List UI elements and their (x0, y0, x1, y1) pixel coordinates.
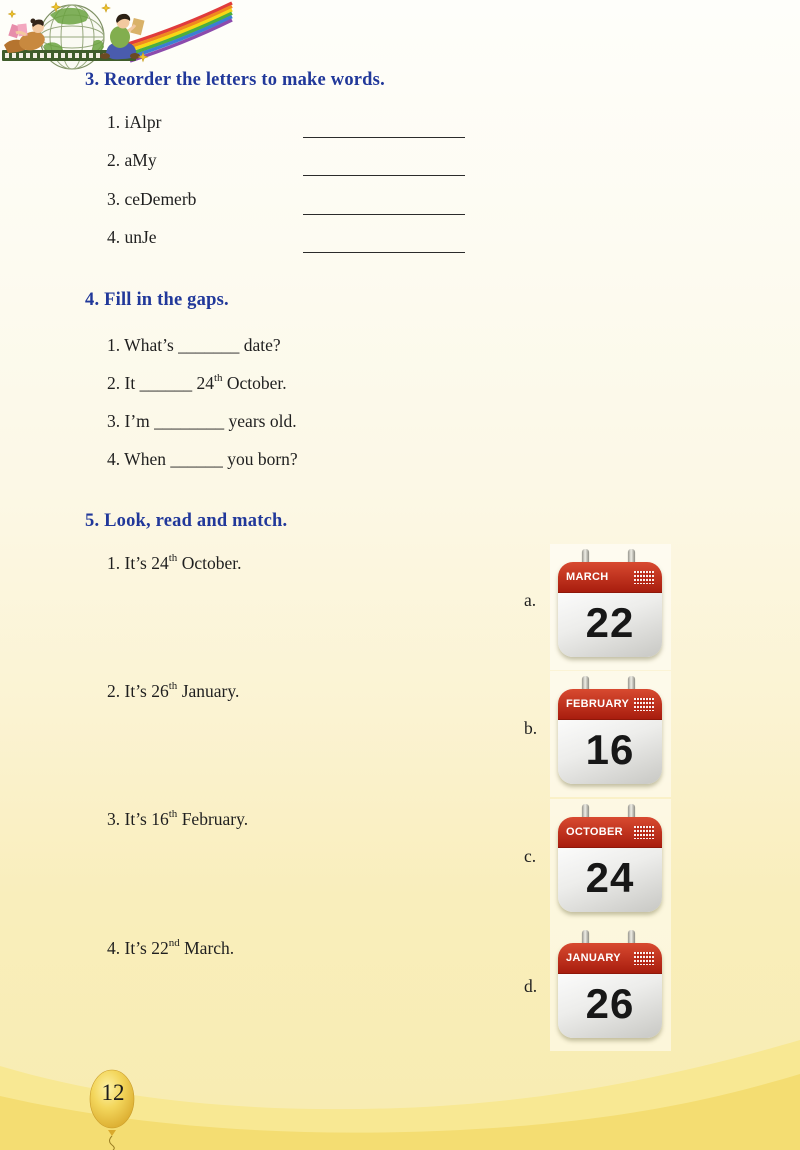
exercise-4-item (107, 373, 287, 394)
ordinal-suffix: th (213, 372, 223, 385)
answer-line[interactable] (303, 119, 465, 138)
exercise-5 (85, 511, 525, 1011)
calendar-body (558, 689, 662, 784)
exercise-3 (85, 70, 525, 285)
gap-blank: ________ (154, 411, 225, 431)
match-option-letter-a: a. (524, 590, 537, 610)
exercise-5-item (107, 809, 248, 830)
sentence-part: 24 (192, 373, 214, 393)
calendar-grid-icon (634, 698, 654, 711)
sentence-part: January. (177, 681, 240, 701)
sentence-part: February. (177, 809, 249, 829)
answer-line[interactable] (303, 196, 465, 215)
header-illustration (2, 1, 236, 77)
calendar-body (558, 562, 662, 657)
calendar-day: 16 (585, 726, 635, 773)
exercise-3-item (107, 189, 507, 215)
sentence-part: date? (239, 335, 281, 355)
exercise-4-title: 4. Fill in the gaps. (85, 290, 229, 310)
scrambled-word: 2. aMy (107, 150, 157, 170)
gap-blank: ______ (139, 373, 193, 393)
exercise-5-item (107, 681, 239, 702)
sentence-part: you born? (222, 449, 298, 469)
calendar-month: MARCH (566, 571, 609, 583)
exercise-5-title: 5. Look, read and match. (85, 511, 288, 531)
sentence-part: 1. It’s 24 (107, 553, 169, 573)
calendar-october-24 (558, 804, 662, 920)
scrambled-word: 4. unJe (107, 227, 157, 247)
sentence-part: 2. It (107, 373, 140, 393)
sentence-part: October. (177, 553, 242, 573)
calendar-day: 24 (585, 854, 635, 901)
exercise-4-item (107, 411, 297, 432)
exercise-4-item (107, 449, 298, 470)
scrambled-word: 1. iAlpr (107, 112, 162, 132)
calendar-day: 26 (585, 980, 635, 1027)
sentence-part: 3. I’m (107, 411, 155, 431)
reading-child-left-icon (4, 19, 47, 54)
page-number: 12 (101, 1080, 125, 1105)
exercise-3-item (107, 227, 507, 253)
calendar-header (558, 943, 662, 974)
sentence-part: March. (179, 938, 235, 958)
gap-blank: _______ (178, 335, 240, 355)
sentence-part: years old. (224, 411, 297, 431)
match-option-letter-d: d. (524, 976, 538, 996)
answer-line[interactable] (303, 157, 465, 176)
sentence-part: 1. What’s (107, 335, 179, 355)
answer-line[interactable] (303, 234, 465, 253)
sentence-part: 4. It’s 22 (107, 938, 169, 958)
exercise-3-item (107, 112, 507, 138)
calendar-grid-icon (634, 571, 654, 584)
exercise-5-item (107, 938, 234, 959)
calendar-month: JANUARY (566, 952, 621, 964)
exercise-3-item (107, 150, 507, 176)
exercise-4-item (107, 335, 281, 356)
calendar-grid-icon (634, 826, 654, 839)
calendar-day: 22 (585, 599, 635, 646)
calendar-header (558, 817, 662, 848)
sentence-part: October. (222, 373, 287, 393)
ordinal-suffix: nd (168, 937, 180, 950)
calendar-body (558, 817, 662, 912)
sentence-part: 4. When (107, 449, 171, 469)
calendar-month: FEBRUARY (566, 698, 630, 710)
rainbow-icon (128, 3, 232, 61)
calendar-header (558, 689, 662, 720)
exercise-5-item (107, 553, 241, 574)
calendar-grid-icon (634, 952, 654, 965)
match-option-letter-c: c. (524, 846, 537, 866)
ordinal-suffix: th (168, 552, 178, 565)
calendar-february-16 (558, 676, 662, 792)
sentence-part: 2. It’s 26 (107, 681, 169, 701)
sentence-part: 3. It’s 16 (107, 809, 169, 829)
calendar-header (558, 562, 662, 593)
scrambled-word: 3. ceDemerb (107, 189, 197, 209)
calendar-month: OCTOBER (566, 826, 623, 838)
calendar-march-22 (558, 549, 662, 665)
ordinal-suffix: th (168, 680, 178, 693)
gap-blank: ______ (170, 449, 223, 469)
match-option-letter-b: b. (524, 718, 538, 738)
exercise-4 (85, 290, 525, 505)
ordinal-suffix: th (168, 808, 178, 821)
exercise-3-title: 3. Reorder the letters to make words. (85, 70, 385, 90)
